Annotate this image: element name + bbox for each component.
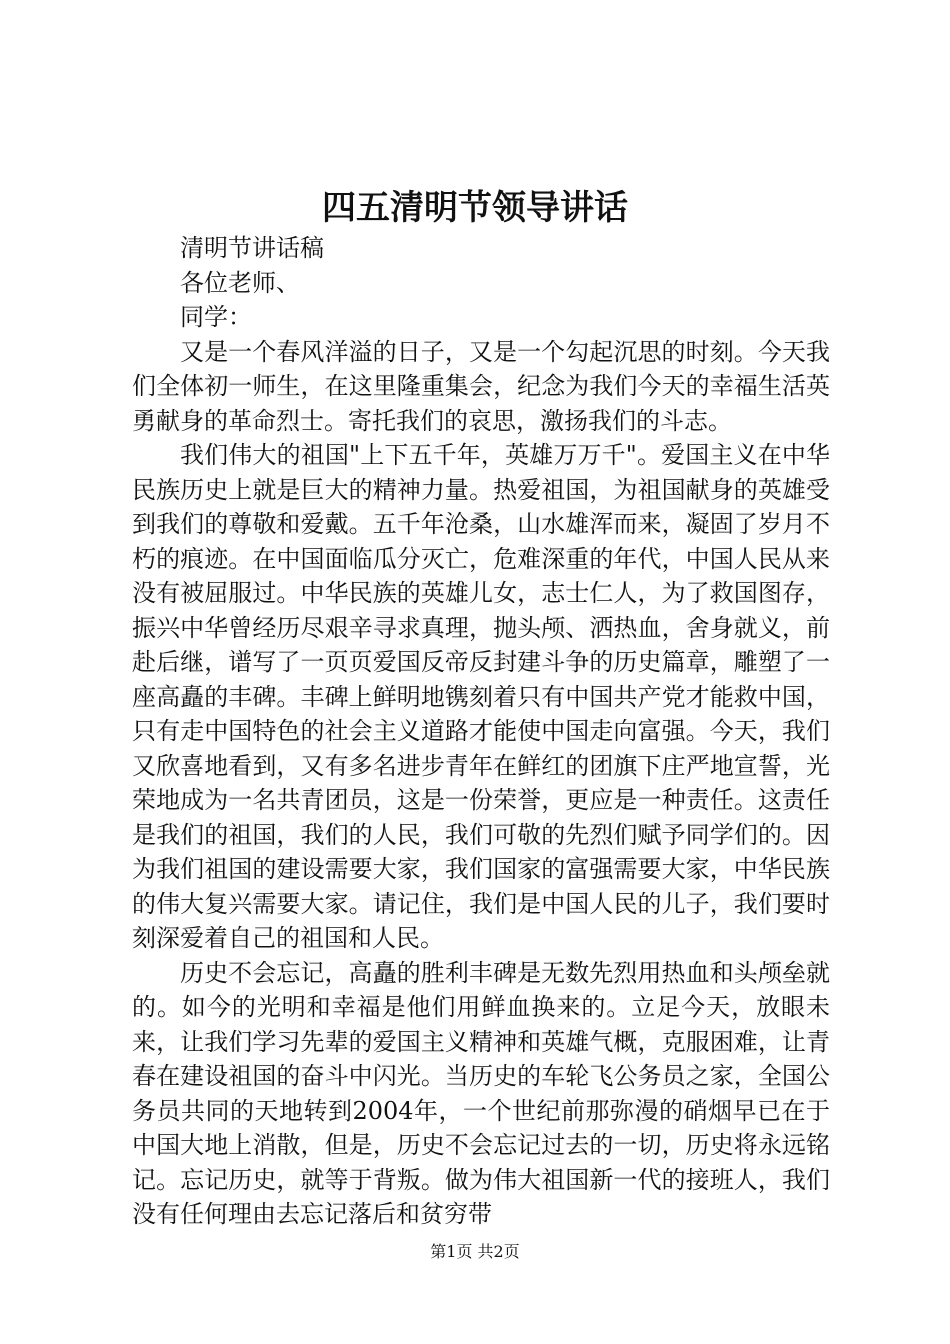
document-title: 四五清明节领导讲话 <box>322 188 628 228</box>
paragraph-subtitle: 清明节讲话稿 <box>180 234 324 262</box>
paragraph-history: 历史不会忘记，高矗的胜利丰碑是无数先烈用热血和头颅垒就的。如今的光明和幸福是他们用鲜血换来的。立足今天，放眼未来，让我们学习先辈的爱国主义精神和英雄气概，克服困难，让青春在建设祖国的奋斗中闪光。当历史的车轮飞公务员之家，全国公务员共同的天地转到2004年，一个世纪前那弥漫的硝烟早已在于中国大地上消散，但是，历史不会忘记过去的一切，历史将永远铭记。忘记历史，就等于背叛。做为伟大祖国新一代的接班人，我们没有任何理由去忘记落后和贫穷带 <box>132 958 830 1228</box>
paragraph-salutation-teachers: 各位老师、 <box>180 268 300 297</box>
document-body <box>132 231 830 1232</box>
page-footer: 第1页 共2页 <box>430 1242 520 1261</box>
paragraph-salutation-students: 同学： <box>180 303 252 331</box>
paragraph-patriotism: 我们伟大的祖国"上下五千年，英雄万万千"。爱国主义在中华民族历史上就是巨大的精神力量。热爱祖国，为祖国献身的英雄受到我们的尊敬和爱戴。五千年沧桑，山水雄浑而来，凝固了岁月不朽的痕迹。在中国面临瓜分灭亡，危难深重的年代，中国人民从来没有被屈服过。中华民族的英雄儿女，志士仁人，为了救国图存，振兴中华曾经历尽艰辛寻求真理，抛头颅、洒热血，舍身就义，前赴后继，谱写了一页页爱国反帝反封建斗争的历史篇章，雕塑了一座高矗的丰碑。丰碑上鲜明地镌刻着只有中国共产党才能救中国，只有走中国特色的社会主义道路才能使中国走向富强。今天，我们又欣喜地看到，又有多名进步青年在鲜红的团旗下庄严地宣誓，光荣地成为一名共青团员，这是一份荣誉，更应是一种责任。这责任是我们的祖国，我们的人民，我们可敬的先烈们赋予同学们的。因为我们祖国的建设需要大家，我们国家的富强需要大家，中华民族的伟大复兴需要大家。请记住，我们是中国人民的儿子，我们要时刻深爱着自己的祖国和人民。 <box>132 441 830 952</box>
paragraph-intro: 又是一个春风洋溢的日子，又是一个勾起沉思的时刻。今天我们全体初一师生，在这里隆重集会，纪念为我们今天的幸福生活英勇献身的革命烈士。寄托我们的哀思，激扬我们的斗志。 <box>132 337 830 435</box>
